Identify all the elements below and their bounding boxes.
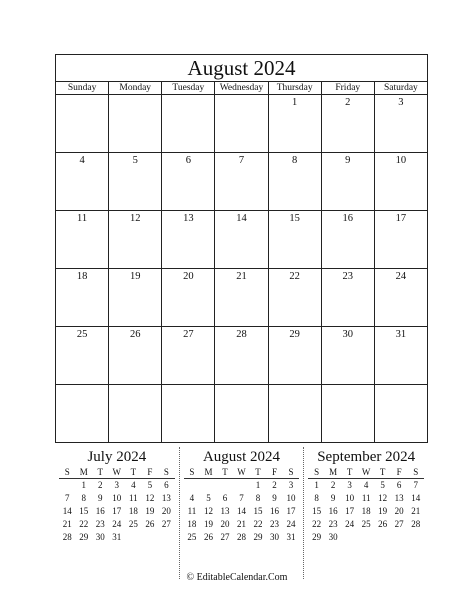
- mini-day-cell: 24: [345, 519, 355, 529]
- mini-day-cell: [391, 531, 408, 544]
- mini-day-cell: [184, 479, 201, 493]
- mini-day-cell: 15: [79, 506, 89, 516]
- day-cell: 11: [77, 213, 88, 224]
- mini-weekday-label: M: [200, 467, 217, 479]
- mini-day-cell: 17: [112, 506, 122, 516]
- weekday-label: Friday: [321, 82, 374, 94]
- week-row: [56, 269, 427, 327]
- mini-weekday-label: T: [125, 467, 142, 479]
- day-cell: [108, 95, 161, 152]
- mini-weekday-label: F: [391, 467, 408, 479]
- mini-day-cell: 18: [361, 506, 371, 516]
- weekday-label: Saturday: [374, 82, 427, 94]
- mini-day-cell: 10: [286, 493, 296, 503]
- calendar-grid: [56, 95, 427, 442]
- day-cell: 18: [76, 271, 88, 282]
- mini-weekday-label: F: [266, 467, 283, 479]
- day-cell: 20: [161, 269, 214, 326]
- mini-day-cell: 22: [312, 519, 322, 529]
- week-row: [56, 153, 427, 211]
- mini-day-cell: 9: [272, 493, 277, 503]
- mini-day-cell: 31: [286, 532, 296, 542]
- mini-week-row: [184, 492, 300, 505]
- mini-day-cell: 1: [81, 480, 87, 490]
- day-cell: 22: [268, 269, 321, 326]
- mini-day-cell: 6: [396, 480, 402, 490]
- mini-day-cell: 24: [286, 519, 296, 529]
- mini-day-cell: [125, 531, 142, 544]
- mini-weekday-label: T: [217, 467, 234, 479]
- day-cell: 4: [79, 155, 85, 166]
- mini-day-cell: 4: [189, 493, 195, 503]
- mini-day-cell: 7: [413, 480, 418, 490]
- mini-day-cell: 5: [206, 493, 211, 503]
- mini-week-row: [308, 518, 424, 531]
- day-cell: 6: [161, 153, 214, 210]
- mini-day-cell: 10: [112, 493, 122, 503]
- footer-credit: © EditableCalendar.Com: [186, 572, 288, 583]
- mini-day-cell: 18: [128, 506, 138, 516]
- day-cell: 26: [108, 327, 161, 384]
- mini-day-cell: 25: [187, 532, 197, 542]
- weekday-label: Wednesday: [214, 82, 267, 94]
- mini-day-cell: 27: [161, 519, 171, 529]
- mini-day-cell: 9: [98, 493, 103, 503]
- mini-day-cell: 8: [314, 493, 319, 503]
- mini-day-cell: [59, 479, 76, 493]
- day-cell: 23: [321, 269, 374, 326]
- main-calendar: [55, 54, 428, 443]
- mini-week-row: [184, 518, 300, 531]
- mini-calendar-grid: [308, 467, 424, 544]
- mini-day-cell: 14: [62, 506, 72, 516]
- mini-day-cell: [142, 531, 159, 544]
- mini-day-cell: 23: [328, 519, 338, 529]
- mini-weekday-label: T: [374, 467, 391, 479]
- mini-day-cell: 23: [95, 519, 105, 529]
- mini-day-cell: 17: [286, 506, 296, 516]
- mini-weekday-label: F: [142, 467, 159, 479]
- mini-day-cell: 28: [236, 532, 246, 542]
- day-cell: 30: [321, 327, 374, 384]
- day-cell: 21: [214, 269, 267, 326]
- mini-day-cell: 30: [95, 532, 105, 542]
- mini-day-cell: 16: [270, 506, 279, 516]
- mini-day-cell: [407, 531, 424, 544]
- mini-day-cell: 3: [347, 480, 352, 490]
- mini-weekday-label: S: [158, 467, 175, 479]
- day-cell: 5: [108, 153, 161, 210]
- mini-day-cell: [233, 479, 250, 493]
- mini-day-cell: 29: [253, 532, 263, 542]
- mini-week-row: [59, 531, 175, 544]
- mini-day-cell: 27: [394, 519, 404, 529]
- mini-day-cell: 29: [79, 532, 89, 542]
- day-cell: 28: [214, 327, 267, 384]
- mini-day-cell: 30: [328, 532, 338, 542]
- mini-day-cell: 1: [255, 480, 261, 490]
- mini-day-cell: 23: [270, 519, 279, 529]
- mini-day-cell: 26: [378, 519, 388, 529]
- day-cell: 25: [76, 329, 88, 340]
- mini-weekday-label: S: [407, 467, 424, 479]
- mini-calendar-august: [179, 447, 304, 579]
- mini-day-cell: 20: [161, 506, 171, 516]
- mini-week-row: [308, 492, 424, 505]
- mini-day-cell: 2: [98, 480, 103, 490]
- week-row: [56, 95, 427, 153]
- day-cell: 2: [321, 95, 374, 152]
- mini-day-cell: 19: [378, 506, 388, 516]
- mini-week-row: [308, 531, 424, 544]
- mini-day-cell: 12: [203, 506, 213, 516]
- week-row: [56, 211, 427, 269]
- mini-day-cell: 22: [79, 519, 89, 529]
- day-cell: 29: [268, 327, 321, 384]
- mini-day-cell: 17: [345, 506, 355, 516]
- mini-day-cell: 13: [161, 493, 171, 503]
- mini-weekday-label: S: [184, 467, 201, 479]
- mini-day-cell: 15: [253, 506, 263, 516]
- mini-day-cell: 28: [62, 532, 72, 542]
- mini-day-cell: 16: [328, 506, 338, 516]
- mini-day-cell: 5: [147, 480, 153, 490]
- mini-weekday-label: T: [250, 467, 267, 479]
- mini-day-cell: 11: [128, 493, 138, 503]
- mini-day-cell: 5: [380, 480, 385, 490]
- mini-week-row: [59, 479, 175, 493]
- mini-day-cell: 30: [270, 532, 279, 542]
- mini-day-cell: 11: [187, 506, 197, 516]
- mini-week-row: [184, 531, 300, 544]
- mini-day-cell: 25: [361, 519, 371, 529]
- day-cell: 19: [108, 269, 161, 326]
- day-cell: [161, 95, 214, 152]
- mini-day-cell: 27: [220, 532, 230, 542]
- mini-week-row: [59, 518, 175, 531]
- mini-day-cell: [358, 531, 375, 544]
- mini-day-cell: 14: [411, 493, 421, 503]
- mini-day-cell: 21: [411, 506, 421, 516]
- day-cell: [214, 95, 267, 152]
- mini-day-cell: 4: [131, 480, 136, 490]
- mini-day-cell: 26: [145, 519, 155, 529]
- day-cell: [56, 95, 108, 152]
- mini-day-cell: 19: [145, 506, 155, 516]
- mini-day-cell: 18: [187, 519, 197, 529]
- week-row: [56, 327, 427, 385]
- mini-day-cell: 11: [361, 493, 371, 503]
- weekday-label: Sunday: [67, 83, 97, 93]
- mini-day-cell: [341, 531, 358, 544]
- mini-calendar-grid: [184, 467, 300, 544]
- mini-calendar-title: July 2024: [87, 449, 147, 465]
- mini-day-cell: 8: [255, 493, 261, 503]
- mini-week-row: [184, 505, 300, 518]
- mini-weekday-label: T: [341, 467, 358, 479]
- mini-calendar-july: [55, 447, 179, 579]
- mini-day-cell: 20: [220, 519, 230, 529]
- mini-day-cell: 15: [312, 506, 322, 516]
- mini-day-cell: 12: [145, 493, 155, 503]
- day-cell: 14: [214, 211, 267, 268]
- mini-day-cell: 31: [112, 532, 122, 542]
- mini-day-cell: 6: [222, 493, 228, 503]
- mini-day-cell: 21: [236, 519, 246, 529]
- mini-day-cell: 14: [236, 506, 246, 516]
- day-cell: 27: [161, 327, 214, 384]
- day-cell: 7: [214, 153, 267, 210]
- day-cell: [214, 385, 267, 442]
- day-cell: [321, 385, 374, 442]
- day-cell: 1: [268, 95, 321, 152]
- mini-day-cell: 1: [314, 480, 319, 490]
- mini-day-cell: 20: [394, 506, 404, 516]
- mini-day-cell: 12: [378, 493, 388, 503]
- mini-day-cell: 6: [164, 480, 169, 490]
- mini-day-cell: 19: [203, 519, 213, 529]
- mini-week-row: [59, 492, 175, 505]
- day-cell: [161, 385, 214, 442]
- mini-day-cell: [374, 531, 391, 544]
- day-cell: 12: [108, 211, 161, 268]
- mini-day-cell: 3: [114, 480, 120, 490]
- mini-day-cell: 9: [330, 493, 336, 503]
- mini-calendars: [55, 447, 428, 579]
- mini-day-cell: 13: [394, 493, 404, 503]
- day-cell: [268, 385, 321, 442]
- mini-weekday-label: W: [109, 467, 126, 479]
- mini-weekday-label: W: [233, 467, 250, 479]
- day-cell: 15: [268, 211, 321, 268]
- mini-calendar-title: August 2024: [202, 449, 281, 465]
- mini-day-cell: 29: [312, 532, 322, 542]
- mini-weekday-label: S: [59, 467, 76, 479]
- week-row: [56, 385, 427, 442]
- mini-day-cell: 7: [239, 493, 244, 503]
- mini-day-cell: 16: [95, 506, 105, 516]
- mini-day-cell: 2: [272, 480, 277, 490]
- day-cell: 10: [374, 153, 427, 210]
- mini-weekday-label: T: [92, 467, 109, 479]
- mini-day-cell: [217, 479, 234, 493]
- mini-day-cell: [158, 531, 175, 544]
- mini-week-row: [308, 479, 424, 493]
- mini-day-cell: 3: [288, 480, 294, 490]
- day-cell: [108, 385, 161, 442]
- day-cell: 16: [321, 211, 374, 268]
- mini-day-cell: 21: [62, 519, 72, 529]
- mini-week-row: [308, 505, 424, 518]
- day-cell: [56, 385, 108, 442]
- mini-day-cell: 7: [65, 493, 70, 503]
- mini-calendar-grid: [59, 467, 175, 544]
- mini-day-cell: 28: [411, 519, 421, 529]
- mini-weekday-label: S: [283, 467, 300, 479]
- day-cell: 8: [268, 153, 321, 210]
- mini-week-row: [184, 479, 300, 493]
- day-cell: 9: [321, 153, 374, 210]
- day-cell: 17: [374, 211, 427, 268]
- weekday-header-row: [56, 82, 427, 95]
- mini-day-cell: 26: [203, 532, 213, 542]
- day-cell: 3: [374, 95, 427, 152]
- weekday-label: Thursday: [268, 82, 321, 94]
- day-cell: 13: [161, 211, 214, 268]
- mini-week-row: [59, 505, 175, 518]
- weekday-label: Monday: [108, 82, 161, 94]
- mini-weekday-label: W: [358, 467, 375, 479]
- mini-day-cell: 2: [330, 480, 336, 490]
- mini-day-cell: 22: [253, 519, 263, 529]
- mini-weekday-label: S: [308, 467, 325, 479]
- mini-day-cell: 4: [363, 480, 369, 490]
- mini-calendar-september: [303, 447, 428, 579]
- mini-day-cell: 8: [81, 493, 87, 503]
- day-cell: [374, 385, 427, 442]
- mini-day-cell: 13: [220, 506, 230, 516]
- mini-day-cell: [200, 479, 217, 493]
- mini-day-cell: 24: [112, 519, 122, 529]
- mini-day-cell: 25: [128, 519, 138, 529]
- month-title: August 2024: [56, 55, 427, 82]
- weekday-label: Tuesday: [161, 82, 214, 94]
- day-cell: 31: [374, 327, 427, 384]
- mini-day-cell: 10: [345, 493, 355, 503]
- mini-weekday-label: M: [325, 467, 342, 479]
- mini-calendar-title: September 2024: [317, 449, 416, 465]
- mini-weekday-label: M: [76, 467, 93, 479]
- day-cell: 24: [374, 269, 427, 326]
